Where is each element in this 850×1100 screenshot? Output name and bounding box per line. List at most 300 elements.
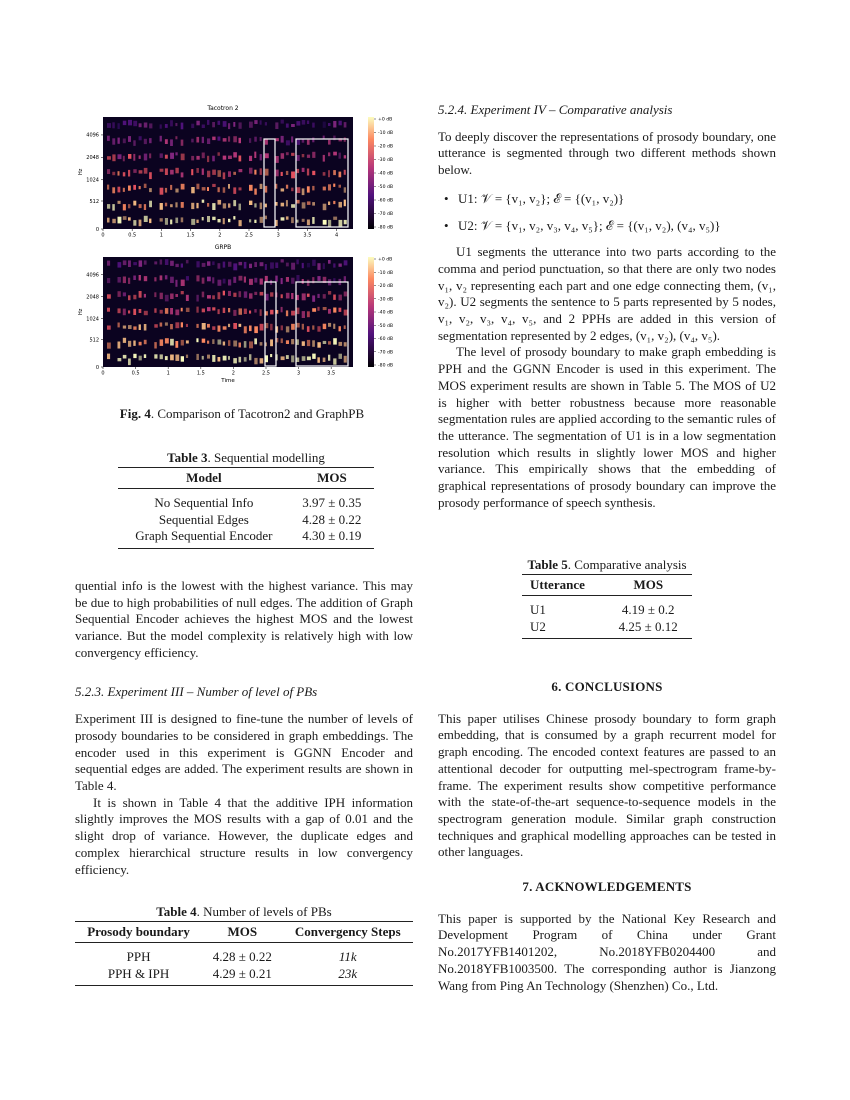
spectrogram-mark	[333, 152, 337, 156]
spectrogram-mark	[107, 169, 110, 174]
spectrogram-mark	[160, 188, 164, 195]
spectrogram-mark	[107, 123, 111, 128]
table4-caption-label: Table 4	[156, 904, 197, 919]
spectrogram-mark	[302, 168, 305, 172]
spectrogram-mark	[233, 152, 237, 157]
spectrogram-mark	[154, 342, 157, 348]
spectrogram-mark	[223, 187, 226, 193]
spectrogram-mark	[339, 308, 342, 312]
spectrogram-mark	[160, 169, 164, 172]
spectrogram-mark	[175, 355, 179, 361]
spectrogram-mark	[123, 277, 126, 284]
spectrogram-mark	[128, 359, 131, 366]
x-tick-label: 3	[297, 370, 301, 377]
y-tick-label: 2048	[86, 294, 99, 301]
colorbar-tick-label: -10 dB	[378, 131, 394, 137]
spectrogram-mark	[107, 294, 111, 298]
table-cell: No Sequential Info	[154, 495, 254, 510]
spectrogram-mark	[344, 260, 348, 265]
spectrogram-mark	[339, 185, 342, 188]
spectrogram-mark	[118, 171, 120, 175]
spectrogram-mark	[275, 202, 277, 206]
spectrogram-mark	[218, 292, 221, 299]
list-item: • U2: 𝒱 = {v₁, v₂, v₃, v₄, v₅}; ℰ = {(v₁, v₂), (v₄, v₅)}	[458, 218, 776, 235]
spectrogram-mark	[223, 262, 226, 268]
spectrogram-mark	[107, 308, 110, 312]
spectrogram-mark	[249, 354, 251, 360]
spectrogram-mark	[228, 356, 230, 360]
table-header-cell: Utterance	[530, 577, 585, 592]
spectrogram-mark	[218, 340, 222, 345]
spectrogram-mark	[165, 124, 168, 128]
spectrogram-mark	[323, 220, 327, 225]
spectrogram-mark	[244, 262, 247, 269]
spectrogram-mark	[275, 170, 278, 177]
spectrogram-mark	[144, 324, 147, 331]
spectrogram-mark	[191, 139, 194, 143]
spectrogram-mark	[233, 136, 237, 142]
spectrogram-mark	[160, 339, 164, 346]
spectrogram-mark	[328, 152, 330, 156]
spectrogram-mark	[128, 325, 132, 329]
spectrogram-mark	[223, 218, 225, 224]
table4-caption	[75, 904, 413, 920]
spectrogram-mark	[133, 201, 136, 206]
spectrogram-mark	[207, 203, 209, 207]
section-heading-5-2-4: 5.2.4. Experiment IV – Comparative analysis	[438, 102, 673, 117]
spectrogram-mark	[291, 355, 294, 362]
spectrogram-mark	[123, 139, 126, 144]
spectrogram-mark	[133, 262, 137, 265]
spectrogram-mark	[181, 217, 184, 222]
spectrogram-mark	[123, 338, 126, 343]
spectrogram-mark	[254, 203, 256, 207]
spectrogram-mark	[270, 354, 272, 357]
spectrogram-mark	[260, 137, 262, 141]
spectrogram-mark	[107, 156, 111, 160]
segmentation-list	[438, 191, 776, 234]
spectrogram-mark	[212, 326, 215, 330]
spectrogram-mark	[302, 120, 306, 125]
spectrogram-mark	[260, 262, 264, 266]
spectrogram-mark	[228, 171, 231, 177]
colorbar-tick-label: -30 dB	[378, 297, 394, 303]
spectrogram-mark	[186, 295, 189, 301]
spectrogram-mark	[302, 324, 304, 330]
spectrogram-mark	[249, 138, 251, 143]
spectrogram-mark	[265, 216, 267, 220]
spectrogram-mark	[170, 139, 173, 146]
spectrogram-mark	[339, 326, 341, 331]
spectrogram-mark	[223, 308, 226, 313]
spectrogram-mark	[260, 217, 264, 223]
spectrogram-mark	[112, 138, 115, 144]
spectrogram-mark	[160, 310, 163, 314]
spectrogram-mark	[107, 218, 110, 223]
spectrogram-mark	[202, 356, 204, 360]
spectrogram-mark	[270, 310, 273, 315]
spectrogram-mark	[296, 275, 299, 281]
spectrogram-mark	[344, 187, 346, 192]
spectrogram-mark	[144, 168, 148, 174]
table-header-cell: MOS	[227, 924, 258, 939]
spectrogram-mark	[191, 187, 195, 193]
spectrogram-mark	[286, 185, 288, 189]
spectrogram-mark	[165, 259, 169, 265]
spectrogram-mark	[339, 153, 341, 159]
spectrogram-mark	[249, 341, 253, 348]
spectrogram-mark	[223, 121, 227, 127]
spectrogram-mark	[249, 264, 252, 268]
spectrogram-mark	[212, 217, 215, 220]
table-header-cell: Model	[186, 470, 222, 485]
spectrogram-mark	[281, 294, 283, 298]
spectrogram-mark	[270, 339, 273, 346]
section-heading-5-2-3: 5.2.3. Experiment III – Number of level of PBs	[75, 683, 318, 699]
spectrogram-mark	[133, 309, 136, 315]
spectrogram-mark	[165, 338, 169, 343]
spectrogram-mark	[144, 184, 147, 188]
spectrogram-mark	[139, 170, 143, 173]
spectrogram-mark	[249, 156, 252, 161]
table-row	[522, 619, 692, 639]
spectrogram-mark	[207, 138, 210, 144]
spectrogram-mark	[323, 358, 326, 362]
spectrogram-mark	[160, 203, 163, 210]
spectrogram-mark	[302, 311, 305, 318]
spectrogram-mark	[328, 220, 331, 227]
spectrogram-mark	[323, 122, 326, 128]
spectrogram-mark	[291, 188, 293, 192]
table5-caption-label: Table 5	[527, 557, 568, 572]
table-row	[118, 528, 374, 548]
spectrogram-mark	[118, 217, 122, 224]
spectrogram-mark	[296, 295, 299, 300]
spectrogram-mark	[202, 137, 204, 143]
spectrogram-mark	[144, 354, 146, 358]
spectrogram-mark	[281, 136, 284, 143]
figure-4	[72, 100, 412, 390]
spectrogram-mark	[328, 355, 330, 361]
spectrogram-mark	[286, 152, 289, 155]
spectrogram-mark	[118, 201, 121, 204]
spectrogram-mark	[281, 278, 283, 284]
spectrogram-mark	[228, 308, 230, 312]
table-row	[118, 512, 374, 529]
spectrogram-mark	[175, 294, 178, 297]
spectrogram-mark	[212, 122, 215, 127]
spectrogram-mark	[144, 204, 146, 210]
spectrogram-mark	[317, 342, 320, 348]
spectrogram-mark	[186, 340, 189, 343]
spectrogram-mark	[302, 293, 306, 300]
right-column-top	[438, 102, 776, 511]
table3-caption	[118, 450, 374, 466]
spectrogram-mark	[218, 200, 222, 205]
table-cell: 4.29 ± 0.21	[212, 965, 272, 981]
spectrogram-mark	[107, 354, 110, 360]
spectrogram-mark	[265, 169, 269, 176]
spectrogram-mark	[281, 153, 285, 159]
spectrogram-mark	[312, 186, 314, 191]
spectrogram-mark	[286, 355, 289, 359]
spectrogram-mark	[344, 356, 347, 363]
spectrogram-mark	[170, 204, 173, 207]
spectrogram-mark	[181, 322, 183, 327]
spectrogram-mark	[175, 310, 179, 316]
spectrogram-mark	[291, 153, 294, 156]
spectrogram-mark	[133, 121, 137, 126]
x-tick-label: 2	[218, 232, 222, 239]
spectrogram-mark	[218, 326, 221, 332]
spectrogram-mark	[212, 203, 215, 210]
section-heading-conclusions: 6. CONCLUSIONS	[551, 679, 663, 694]
spectrogram-mark	[228, 262, 232, 267]
spectrogram-mark	[181, 356, 184, 362]
spectrogram-mark	[170, 294, 174, 300]
x-tick-label: 0	[101, 232, 105, 239]
spectrogram-mark	[181, 340, 184, 346]
spectrogram-mark	[286, 293, 290, 299]
spectrogram-mark	[312, 171, 315, 175]
spectrogram-mark	[317, 307, 319, 311]
spectrogram-mark	[339, 264, 342, 267]
spectrogram-mark	[244, 357, 247, 362]
spectrogram-mark	[281, 259, 284, 262]
spectrogram-mark	[328, 341, 331, 344]
spectrogram-mark	[107, 185, 109, 190]
spectrogram-mark	[307, 121, 309, 125]
spectrogram-mark	[149, 138, 152, 143]
spectrogram-mark	[196, 184, 199, 190]
colorbar-tick-label: -30 dB	[378, 158, 394, 164]
x-tick-label: 0.5	[128, 232, 137, 239]
section-heading-acknowledgements: 7. ACKNOWLEDGEMENTS	[522, 879, 692, 895]
spectrogram-mark	[186, 308, 190, 312]
spectrogram-mark	[118, 342, 121, 349]
paragraph: U1 segments the utterance into two parts according to the comma and period punctuation, so that there are only two nodes v₁, v₂ representing each part and one edge connecting them, (v₁, v₂). U2 segments the sentence to 5 parts represented by 5 nodes, v₁, v₂, v₃, v₄, v₅, and 2 PPHs are added in this version of segmentation represented by 2 edges, (v₁, v₂), (v₄, v₅).	[438, 244, 776, 343]
spectrogram-mark	[296, 187, 300, 193]
spectrogram-mark	[160, 275, 163, 280]
spectrogram-mark	[223, 172, 226, 179]
spectrogram-mark	[275, 138, 279, 141]
x-tick-label: 1	[166, 370, 170, 377]
spectrogram-mark	[139, 186, 141, 189]
spectrogram-mark	[260, 203, 263, 210]
spectrogram-mark	[281, 325, 283, 330]
spectrogram-mark	[202, 169, 204, 175]
spectrogram-mark	[144, 216, 148, 222]
spectrogram-mark	[133, 169, 136, 173]
spectrogram-mark	[218, 280, 222, 286]
spectrogram-mark	[112, 187, 115, 193]
spectrogram-mark	[118, 138, 120, 144]
paragraph: Experiment III is designed to fine-tune the number of levels of prosody boundaries to be considered in graph embeddings. The encoder used in this experiment is GGNN Encoder and sequential edges are added. The experiment results are shown in Table 4.	[75, 711, 413, 794]
spectrogram-mark	[286, 216, 289, 219]
spectrogram-mark	[254, 220, 256, 223]
spectrogram-mark	[181, 154, 185, 161]
spectrogram-mark	[154, 261, 157, 264]
colorbar-tick-label: +0 dB	[378, 257, 393, 263]
spectrogram-mark	[339, 295, 342, 301]
spectrogram-mark	[160, 323, 163, 327]
spectrogram-mark	[333, 308, 336, 313]
spectrogram-mark	[291, 217, 294, 223]
spectrogram-mark	[118, 123, 120, 129]
spectrogram-mark	[239, 156, 242, 162]
spectrogram-mark	[223, 138, 227, 142]
spectrogram-mark	[286, 340, 289, 344]
spectrogram-mark	[275, 276, 277, 282]
spectrogram-mark	[239, 276, 243, 281]
spectrogram-mark	[317, 263, 320, 270]
spectrogram-mark	[260, 292, 264, 296]
table-row	[118, 489, 374, 512]
spectrogram-mark	[239, 220, 242, 226]
spectrogram-mark	[212, 184, 216, 187]
spectrogram-mark	[170, 277, 174, 283]
spectrogram-figure	[72, 100, 412, 390]
table-row	[75, 966, 413, 986]
spectrogram-mark	[339, 342, 343, 346]
spectrogram-mark	[286, 310, 288, 316]
spectrogram-mark	[133, 140, 135, 146]
spectrogram-mark	[223, 356, 227, 361]
spectrogram-mark	[165, 308, 168, 314]
spectrogram-mark	[260, 324, 264, 331]
x-tick-label: 4	[335, 232, 339, 239]
spectrogram-mark	[296, 308, 299, 315]
spectrogram-mark	[307, 294, 310, 297]
spectrogram-mark	[307, 326, 310, 332]
spectrogram-mark	[170, 220, 172, 225]
spectrogram-mark	[275, 156, 279, 163]
spectrogram-mark	[296, 220, 298, 223]
spectrogram-mark	[181, 123, 184, 130]
spectrogram-mark	[249, 279, 253, 285]
colorbar-tick-label: -50 dB	[378, 323, 394, 329]
y-tick-label: 512	[89, 337, 99, 344]
spectrogram-mark	[328, 184, 331, 190]
spectrogram-mark	[302, 279, 304, 284]
spectrogram-mark	[344, 220, 347, 224]
spectrogram-mark	[175, 123, 177, 126]
spectrogram-mark	[339, 354, 343, 359]
spectrogram-mark	[149, 153, 151, 158]
spectrogram-mark	[223, 326, 227, 329]
spectrogram-mark	[254, 120, 257, 124]
spectrogram-mark	[344, 310, 348, 316]
spectrogram-mark	[128, 310, 130, 313]
spectrogram-mark	[286, 200, 288, 206]
colorbar-tick-label: -70 dB	[378, 350, 394, 356]
spectrogram-mark	[207, 341, 209, 344]
spectrogram-mark	[223, 342, 225, 346]
spectrogram-mark	[144, 139, 147, 144]
spectrogram-mark	[212, 277, 214, 283]
colorbar-tick-label: -50 dB	[378, 185, 394, 191]
spectrogram-mark	[165, 188, 167, 193]
spectrogram-mark	[223, 291, 225, 296]
figure-caption-text: . Comparison of Tacotron2 and GraphPB	[150, 406, 365, 421]
spectrogram-mark	[139, 260, 143, 266]
spectrogram-mark	[186, 324, 188, 327]
spectrogram-mark	[233, 187, 236, 194]
spectrogram-mark	[254, 262, 257, 267]
spectrogram-mark	[149, 188, 152, 192]
spectrogram-mark	[296, 155, 299, 161]
table-cell: 4.28 ± 0.22	[212, 949, 272, 964]
spectrogram-mark	[170, 324, 173, 329]
table-row	[522, 596, 692, 619]
spectrogram-mark	[228, 123, 230, 129]
spectrogram-mark	[312, 354, 316, 359]
spectrogram-mark	[228, 291, 231, 296]
spectrogram-mark	[239, 169, 243, 172]
spectrogram-mark	[312, 308, 316, 312]
spectrogram-mark	[144, 294, 146, 298]
spectrogram-mark	[239, 204, 242, 211]
table-cell: Sequential Edges	[158, 511, 249, 527]
spectrogram-mark	[291, 263, 295, 270]
spectrogram-mark	[333, 201, 335, 204]
spectrogram-mark	[333, 358, 336, 364]
table3-grid	[118, 467, 374, 549]
spectrogram-mark	[186, 355, 188, 358]
spectrogram-mark	[312, 123, 315, 128]
spectrogram-mark	[202, 323, 206, 330]
spectrogram-mark	[133, 341, 135, 346]
colorbar-tick-label: -40 dB	[378, 310, 394, 316]
spectrogram-mark	[312, 260, 316, 266]
spectrogram-mark	[218, 121, 221, 125]
spectrogram-mark	[144, 260, 147, 264]
spectrogram-mark	[302, 263, 304, 268]
spectrogram-mark	[291, 136, 293, 142]
spectrogram-mark	[196, 156, 199, 160]
spectrogram-mark	[139, 324, 141, 330]
colorbar-tick-label: -20 dB	[378, 284, 394, 290]
spectrogram-mark	[228, 136, 230, 141]
spectrogram-mark	[233, 263, 237, 270]
table-cell: 4.28 ± 0.22	[302, 511, 362, 527]
spectrogram-mark	[196, 168, 199, 173]
spectrogram-mark	[239, 308, 243, 314]
spectrogram-mark	[196, 261, 199, 267]
spectrogram-mark	[339, 220, 343, 227]
spectrogram-mark	[118, 154, 122, 159]
table-cell: 4.30 ± 0.19	[302, 528, 362, 543]
spectrogram-mark	[170, 153, 174, 159]
spectrogram-mark	[139, 275, 141, 281]
spectrogram-mark	[175, 218, 178, 224]
spectrogram-mark	[191, 219, 195, 225]
spectrogram-mark	[128, 170, 130, 177]
x-tick-label: 2.5	[245, 232, 253, 239]
spectrogram-mark	[317, 276, 320, 281]
left-column-text	[75, 578, 413, 878]
spectrogram-mark	[123, 204, 126, 210]
colorbar-tick-label: -60 dB	[378, 198, 394, 204]
spectrogram-mark	[239, 291, 242, 297]
spectrogram-mark	[154, 354, 157, 358]
spectrogram-mark	[154, 308, 156, 313]
spectrogram-mark	[296, 139, 300, 145]
spectrogram-mark	[128, 136, 131, 142]
spectrogram-mark	[344, 200, 346, 207]
spectrogram-mark	[186, 276, 189, 280]
spectrogram-mark	[218, 219, 221, 222]
